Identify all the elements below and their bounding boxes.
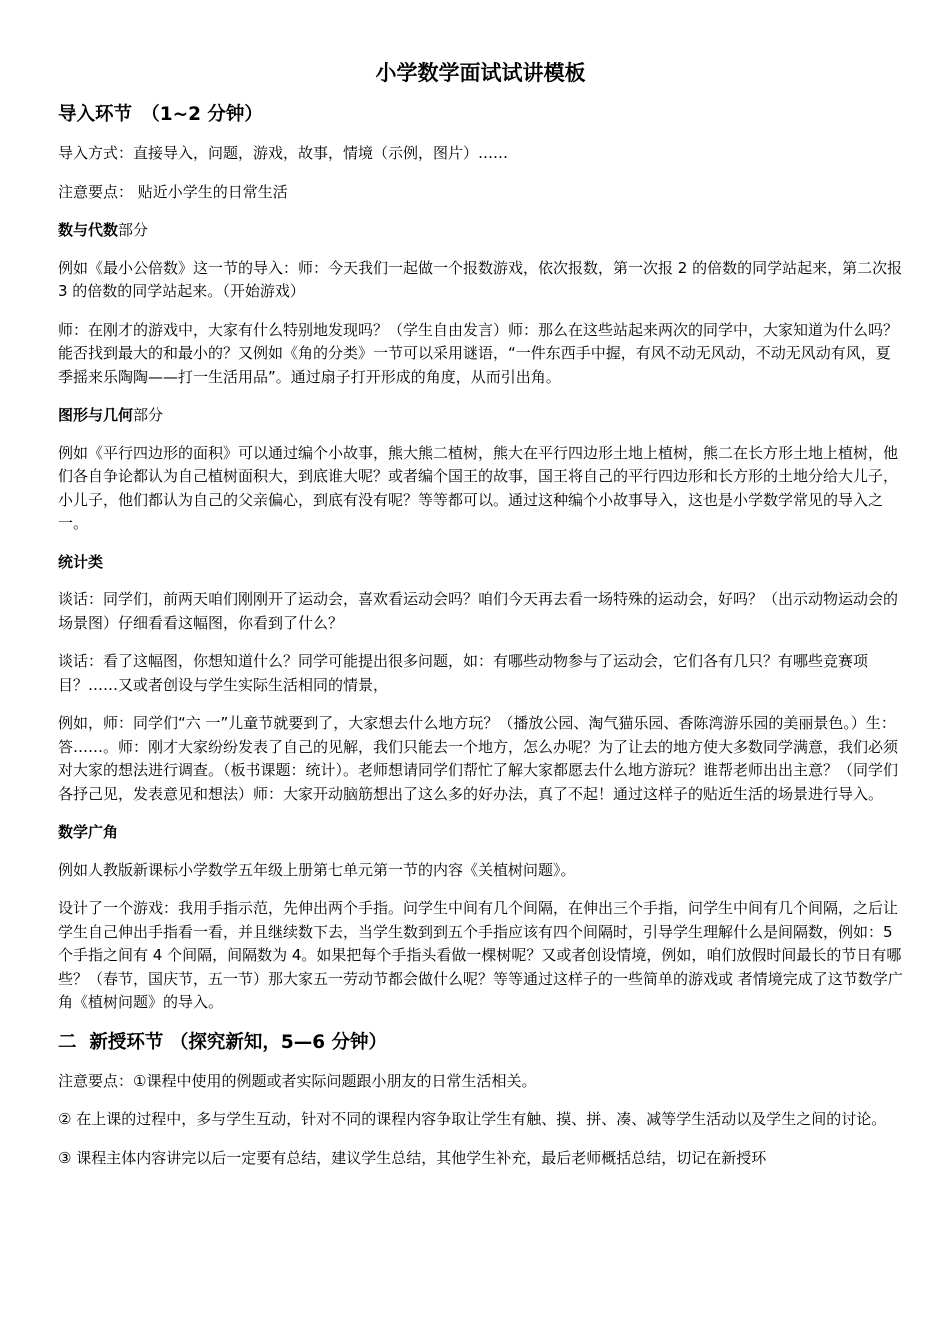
subheading-algebra-rest: 部分 — [118, 221, 149, 239]
intro-methods-paragraph: 导入方式：直接导入，问题，游戏，故事，情境（示例，图片）…… — [58, 144, 509, 162]
document-title: 小学数学面试试讲模板 — [375, 61, 586, 85]
subheading-algebra-bold: 数与代数 — [58, 221, 119, 239]
subheading-geometry — [58, 404, 903, 428]
section-heading-new-lesson: 二 新授环节 （探究新知，5—6 分钟） — [58, 1031, 388, 1053]
statistics-paragraph-1: 谈话：同学们，前两天咱们刚刚开了运动会，喜欢看运动会吗？咱们今天再去看一场特殊的运动会，好吗？（出示动物运动会的场景图）仔细看看这幅图，你看到了什么？ — [58, 590, 899, 632]
document-page — [58, 58, 903, 1185]
section-heading-intro: 导入环节 （1~2 分钟） — [58, 104, 263, 125]
subheading-statistics-bold: 统计类 — [58, 552, 104, 571]
subheading-algebra — [58, 219, 903, 243]
subheading-math-corner-bold: 数学广角 — [58, 823, 119, 841]
algebra-paragraph-1: 例如《最小公倍数》这一节的导入：师：今天我们一起做一个报数游戏，依次报数，第一次报 2 的倍数的同学站起来，第二次报 3 的倍数的同学站起来。（开始游戏） — [58, 258, 903, 300]
math-corner-paragraph-1: 例如人教版新课标小学数学五年级上册第七单元第一节的内容《关植树问题》。 — [58, 860, 576, 879]
subheading-statistics — [58, 551, 903, 575]
new-lesson-note-2: ② 在上课的过程中，多与学生互动，针对不同的课程内容争取让学生有触、摸、拼、凑、减等学生活动以及学生之间的讨论。 — [58, 1110, 887, 1128]
subheading-math-corner — [58, 821, 903, 845]
subheading-geometry-bold: 图形与几何 — [58, 406, 134, 424]
subheading-geometry-rest: 部分 — [133, 406, 164, 424]
geometry-paragraph-1: 例如《平行四边形的面积》可以通过编个小故事，熊大熊二植树，熊大在平行四边形土地上植树，熊二在长方形土地上植树，他们各自争论都认为自己植树面积大，到底谁大呢？或者编个国王的故事，国王将自己的平行四边形和长方形的土地分给大儿子，小儿子，他们都认为自己的父亲偏心，到底有没有呢？等等都可以。通过这种编个小故事导入，这也是小学数学常见的导入之一。 — [58, 443, 899, 532]
algebra-paragraph-2: 师：在刚才的游戏中，大家有什么特别地发现吗？（学生自由发言）师：那么在这些站起来两次的同学中，大家知道为什么吗？能否找到最大的和最小的？又例如《角的分类》一节可以采用谜语，“一件东西手中握，有风不动无风动，不动无风动有风，夏季摇来乐陶陶——打一生活用品”。通过扇子打开形成的角度，从而引出角。 — [58, 320, 899, 386]
new-lesson-note-3: ③ 课程主体内容讲完以后一定要有总结，建议学生总结，其他学生补充，最后老师概括总结，切记在新授环 — [58, 1148, 767, 1167]
new-lesson-note-1: 注意要点：①课程中使用的例题或者实际问题跟小朋友的日常生活相关。 — [58, 1071, 537, 1090]
intro-notice-paragraph: 注意要点： 贴近小学生的日常生活 — [58, 182, 288, 201]
statistics-paragraph-2: 谈话：看了这幅图，你想知道什么？同学可能提出很多问题，如：有哪些动物参与了运动会，它们各有几只？有哪些竞赛项目？……又或者创设与学生实际生活相同的情景， — [58, 652, 869, 694]
math-corner-paragraph-2: 设计了一个游戏：我用手指示范，先伸出两个手指。问学生中间有几个间隔，在伸出三个手指，问学生中间有几个间隔，之后让学生自己伸出手指看一看，并且继续数下去，当学生数到到五个手指应该有四个间隔时，引导学生理解什么是间隔数，例如：5 个手指之间有 4 个间隔，间隔数为 4。如果把每个手指头看做一棵树呢？又或者创设情境，例如，咱们放假时间最长的节日有哪些？（春节，国庆节，五一节）那大家五一劳动节都会做什么呢？等等通过这样子的一些简单的游戏或 者情境完成了这节数学广角《植树问题》的导入。 — [58, 899, 903, 1011]
statistics-paragraph-3: 例如，师：同学们“六 一”儿童节就要到了，大家想去什么地方玩？（播放公园、淘气猫乐园、香陈湾游乐园的美丽景色。）生：答……。师：刚才大家纷纷发表了自己的见解，我们只能去一个地方，怎么办呢？为了让去的地方使大多数同学满意，我们必须对大家的想法进行调查。（板书课题：统计）。老师想请同学们帮忙了解大家都愿去什么地方游玩？谁帮老师出出主意？（同学们各抒己见，发表意见和想法）师：大家开动脑筋想出了这么多的好办法，真了不起！通过这样子的贴近生活的场景进行导入。 — [58, 714, 899, 803]
